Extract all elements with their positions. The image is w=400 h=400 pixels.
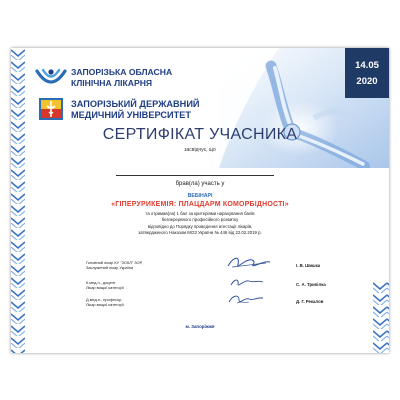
- signatory-2-name: С. А. Трипілка: [296, 282, 326, 287]
- signature-graphic: [226, 254, 272, 270]
- hospital-name-line2: КЛІНІЧНА ЛІКАРНЯ: [71, 78, 153, 88]
- desc-line-2: безперервного професійного розвитку: [161, 217, 239, 223]
- desc-line-3: відповідно до Порядку проведення атестації лікарів,: [147, 223, 253, 229]
- date-badge: [345, 48, 389, 98]
- signature-graphic: [227, 292, 265, 306]
- event-type: ВЕБІНАРІ: [187, 193, 213, 199]
- signatory-1-name: І. В. Шишка: [296, 263, 321, 268]
- university-crest-icon: [35, 97, 67, 121]
- signatory-2-role: [86, 280, 124, 290]
- corner-pattern: [373, 281, 389, 353]
- desc-line-4: затвердженого Наказом МОЗ України № 446 від 22.02.2019 р.: [138, 229, 262, 235]
- signatory-3-name: Д. Г. Рекалов: [296, 299, 324, 304]
- signatory-1-role-line2: Заслужений лікар України: [86, 265, 134, 271]
- accreditation-description: [111, 211, 289, 236]
- took-part-text: брав(ла) участь у: [175, 181, 225, 187]
- certificate-sheet: [11, 48, 389, 353]
- hospital-name: [71, 67, 172, 89]
- university-name-line1: ЗАПОРІЗЬКИЙ ДЕРЖАВНИЙ: [71, 99, 200, 109]
- date-year: 2020: [356, 76, 378, 87]
- certificate-subtitle: засвідчує, що: [184, 147, 216, 153]
- participant-name-line: [116, 175, 274, 176]
- hospital-name-line1: ЗАПОРІЗЬКА ОБЛАСНА: [71, 67, 173, 77]
- desc-line-1: та отримав(ла) 1 бал за критеріями нарахування балів: [145, 211, 255, 216]
- city-name: м. Запоріжжя: [185, 324, 215, 329]
- signatory-2-role-line1: К.мед.н., доцент: [86, 280, 116, 285]
- signatory-3-role: [86, 297, 124, 307]
- signatory-2-role-line2: Лікар вищої категорії: [86, 285, 124, 291]
- date-day-month: 14.05: [355, 60, 379, 71]
- signatory-1-role-line1: Головний лікар КУ "ЗОКЛ" ЗОР,: [86, 260, 143, 265]
- university-name-line2: МЕДИЧНИЙ УНІВЕРСИТЕТ: [71, 110, 191, 120]
- signatory-3-role-line2: Лікар вищої категорії: [86, 302, 124, 308]
- signatory-1-role: [86, 260, 143, 270]
- webinar-topic: «ГІПЕРУРИКЕМІЯ: ПЛАЦДАРМ КОМОРБІДНОСТІ»: [111, 201, 289, 208]
- signatory-3-role-line1: Д.мед.н., професор,: [86, 297, 123, 302]
- certificate-title: СЕРТИФІКАТ УЧАСНИКА: [102, 126, 298, 143]
- signature-graphic: [229, 276, 265, 288]
- university-name: [71, 99, 200, 121]
- hospital-logo-icon: [35, 67, 67, 91]
